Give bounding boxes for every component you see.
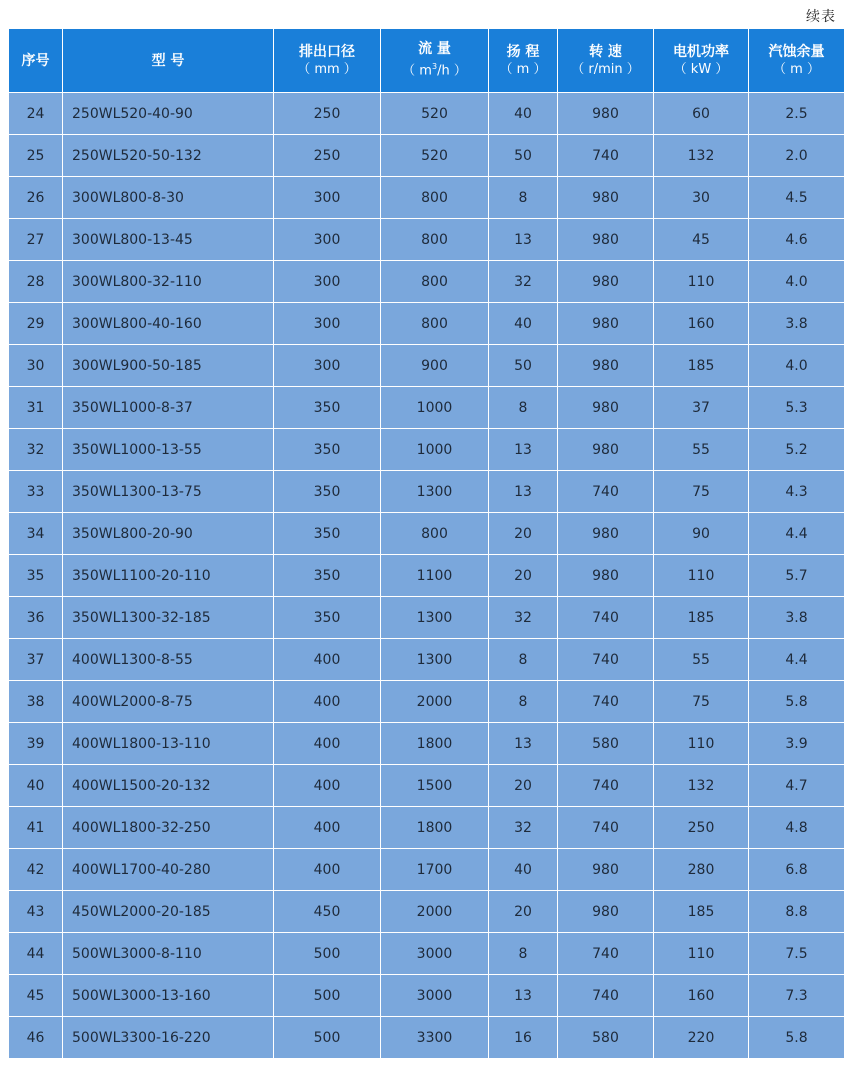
cell-model: 350WL1300-13-75 (63, 471, 274, 513)
cell-flow: 1300 (381, 471, 489, 513)
table-header (9, 29, 845, 93)
cell-npsh: 4.0 (749, 345, 845, 387)
table-row (9, 849, 845, 891)
table-row (9, 261, 845, 303)
table-row (9, 555, 845, 597)
cell-outlet: 300 (274, 219, 381, 261)
cell-outlet: 400 (274, 639, 381, 681)
cell-head: 8 (489, 681, 558, 723)
cell-speed: 740 (558, 975, 654, 1017)
table-row (9, 933, 845, 975)
cell-power: 30 (654, 177, 749, 219)
cell-flow: 3300 (381, 1017, 489, 1059)
cell-flow: 1800 (381, 723, 489, 765)
cell-flow: 520 (381, 135, 489, 177)
table-body (9, 93, 845, 1059)
cell-npsh: 7.5 (749, 933, 845, 975)
table-row (9, 471, 845, 513)
cell-head: 13 (489, 723, 558, 765)
cell-outlet: 300 (274, 177, 381, 219)
cell-speed: 980 (558, 849, 654, 891)
cell-npsh: 4.4 (749, 513, 845, 555)
cell-model: 300WL800-40-160 (63, 303, 274, 345)
cell-outlet: 350 (274, 513, 381, 555)
cell-model: 400WL1500-20-132 (63, 765, 274, 807)
cell-flow: 1800 (381, 807, 489, 849)
cell-head: 40 (489, 93, 558, 135)
cell-head: 8 (489, 387, 558, 429)
cell-no: 29 (9, 303, 63, 345)
header-head: 扬 程 （ m ） (489, 29, 558, 93)
cell-npsh: 2.0 (749, 135, 845, 177)
cell-model: 250WL520-50-132 (63, 135, 274, 177)
cell-flow: 800 (381, 303, 489, 345)
cell-power: 132 (654, 135, 749, 177)
cell-speed: 580 (558, 723, 654, 765)
cell-outlet: 350 (274, 555, 381, 597)
cell-model: 400WL1800-13-110 (63, 723, 274, 765)
cell-speed: 980 (558, 177, 654, 219)
cell-outlet: 350 (274, 597, 381, 639)
cell-npsh: 4.4 (749, 639, 845, 681)
cell-speed: 580 (558, 1017, 654, 1059)
cell-speed: 980 (558, 219, 654, 261)
cell-speed: 980 (558, 387, 654, 429)
cell-power: 45 (654, 219, 749, 261)
cell-no: 35 (9, 555, 63, 597)
cell-power: 75 (654, 681, 749, 723)
pump-spec-table (8, 29, 845, 1059)
cell-power: 132 (654, 765, 749, 807)
cell-speed: 980 (558, 891, 654, 933)
cell-speed: 980 (558, 303, 654, 345)
cell-no: 44 (9, 933, 63, 975)
cell-outlet: 300 (274, 303, 381, 345)
cell-speed: 740 (558, 681, 654, 723)
table-row (9, 177, 845, 219)
cell-npsh: 6.8 (749, 849, 845, 891)
cell-model: 350WL1000-13-55 (63, 429, 274, 471)
cell-model: 500WL3000-13-160 (63, 975, 274, 1017)
cell-model: 350WL1300-32-185 (63, 597, 274, 639)
cell-speed: 740 (558, 597, 654, 639)
cell-outlet: 500 (274, 975, 381, 1017)
cell-outlet: 300 (274, 261, 381, 303)
cell-speed: 740 (558, 765, 654, 807)
cell-speed: 740 (558, 807, 654, 849)
cell-model: 300WL800-8-30 (63, 177, 274, 219)
cell-model: 400WL1700-40-280 (63, 849, 274, 891)
header-flow: 流 量 （ $m^3/h$ ） (381, 29, 489, 93)
cell-npsh: 3.9 (749, 723, 845, 765)
cell-flow: 1000 (381, 387, 489, 429)
cell-head: 32 (489, 261, 558, 303)
table-row (9, 723, 845, 765)
cell-flow: 800 (381, 177, 489, 219)
cell-npsh: 3.8 (749, 597, 845, 639)
cell-flow: 2000 (381, 681, 489, 723)
cell-model: 400WL1800-32-250 (63, 807, 274, 849)
cell-no: 34 (9, 513, 63, 555)
header-npsh: 汽蚀余量 （ m ） (749, 29, 845, 93)
table-row (9, 597, 845, 639)
cell-model: 350WL1000-8-37 (63, 387, 274, 429)
cell-no: 38 (9, 681, 63, 723)
cell-no: 24 (9, 93, 63, 135)
cell-outlet: 250 (274, 93, 381, 135)
cell-power: 185 (654, 597, 749, 639)
cell-outlet: 350 (274, 387, 381, 429)
cell-head: 20 (489, 513, 558, 555)
cell-outlet: 350 (274, 429, 381, 471)
table-row (9, 891, 845, 933)
cell-head: 20 (489, 765, 558, 807)
cell-head: 13 (489, 471, 558, 513)
cell-speed: 980 (558, 261, 654, 303)
cell-power: 220 (654, 1017, 749, 1059)
header-speed: 转 速 （ r/min ） (558, 29, 654, 93)
cell-speed: 980 (558, 555, 654, 597)
header-motor-power: 电机功率 （ kW ） (654, 29, 749, 93)
continued-table-label: 续表 (806, 9, 836, 25)
cell-power: 250 (654, 807, 749, 849)
cell-flow: 3000 (381, 975, 489, 1017)
cell-npsh: 5.8 (749, 681, 845, 723)
cell-power: 55 (654, 429, 749, 471)
cell-no: 37 (9, 639, 63, 681)
cell-outlet: 400 (274, 807, 381, 849)
cell-no: 30 (9, 345, 63, 387)
cell-model: 300WL800-13-45 (63, 219, 274, 261)
cell-speed: 980 (558, 513, 654, 555)
cell-model: 400WL1300-8-55 (63, 639, 274, 681)
cell-npsh: 4.3 (749, 471, 845, 513)
cell-no: 45 (9, 975, 63, 1017)
cell-npsh: 5.2 (749, 429, 845, 471)
cell-npsh: 2.5 (749, 93, 845, 135)
cell-outlet: 400 (274, 723, 381, 765)
cell-flow: 800 (381, 513, 489, 555)
cell-npsh: 5.3 (749, 387, 845, 429)
cell-head: 32 (489, 807, 558, 849)
cell-model: 350WL1100-20-110 (63, 555, 274, 597)
cell-head: 16 (489, 1017, 558, 1059)
cell-no: 26 (9, 177, 63, 219)
cell-head: 8 (489, 177, 558, 219)
table-row (9, 765, 845, 807)
cell-npsh: 5.8 (749, 1017, 845, 1059)
cell-no: 40 (9, 765, 63, 807)
cell-no: 25 (9, 135, 63, 177)
cell-no: 42 (9, 849, 63, 891)
cell-head: 50 (489, 135, 558, 177)
cell-flow: 1500 (381, 765, 489, 807)
cell-no: 43 (9, 891, 63, 933)
cell-flow: 800 (381, 261, 489, 303)
cell-outlet: 400 (274, 849, 381, 891)
cell-flow: 2000 (381, 891, 489, 933)
cell-npsh: 4.0 (749, 261, 845, 303)
cell-head: 32 (489, 597, 558, 639)
table-row (9, 303, 845, 345)
table-row (9, 1017, 845, 1059)
cell-outlet: 350 (274, 471, 381, 513)
cell-flow: 800 (381, 219, 489, 261)
cell-head: 40 (489, 303, 558, 345)
table-row (9, 135, 845, 177)
cell-head: 50 (489, 345, 558, 387)
cell-model: 500WL3000-8-110 (63, 933, 274, 975)
cell-npsh: 4.8 (749, 807, 845, 849)
cell-head: 8 (489, 933, 558, 975)
cell-flow: 3000 (381, 933, 489, 975)
cell-power: 185 (654, 891, 749, 933)
cell-power: 110 (654, 933, 749, 975)
table-row (9, 639, 845, 681)
cell-npsh: 8.8 (749, 891, 845, 933)
cell-power: 280 (654, 849, 749, 891)
cell-power: 110 (654, 555, 749, 597)
cell-no: 39 (9, 723, 63, 765)
cell-model: 350WL800-20-90 (63, 513, 274, 555)
table-row (9, 975, 845, 1017)
cell-npsh: 7.3 (749, 975, 845, 1017)
header-outlet-diameter: 排出口径 （ mm ） (274, 29, 381, 93)
table-row (9, 807, 845, 849)
cell-power: 75 (654, 471, 749, 513)
cell-flow: 520 (381, 93, 489, 135)
cell-npsh: 4.6 (749, 219, 845, 261)
cell-no: 46 (9, 1017, 63, 1059)
cell-power: 185 (654, 345, 749, 387)
cell-npsh: 3.8 (749, 303, 845, 345)
cell-power: 55 (654, 639, 749, 681)
table-row (9, 513, 845, 555)
cell-head: 40 (489, 849, 558, 891)
cell-outlet: 250 (274, 135, 381, 177)
cell-head: 8 (489, 639, 558, 681)
cell-speed: 980 (558, 93, 654, 135)
cell-npsh: 5.7 (749, 555, 845, 597)
cell-flow: 1300 (381, 597, 489, 639)
cell-outlet: 400 (274, 765, 381, 807)
header-model: 型 号 (63, 29, 274, 93)
cell-power: 160 (654, 975, 749, 1017)
cell-no: 41 (9, 807, 63, 849)
cell-head: 13 (489, 429, 558, 471)
cell-outlet: 300 (274, 345, 381, 387)
cell-head: 13 (489, 975, 558, 1017)
cell-model: 300WL900-50-185 (63, 345, 274, 387)
cell-outlet: 500 (274, 1017, 381, 1059)
cell-no: 28 (9, 261, 63, 303)
cell-speed: 740 (558, 639, 654, 681)
cell-speed: 980 (558, 429, 654, 471)
cell-no: 36 (9, 597, 63, 639)
cell-head: 13 (489, 219, 558, 261)
table-row (9, 429, 845, 471)
cell-npsh: 4.5 (749, 177, 845, 219)
cell-power: 90 (654, 513, 749, 555)
cell-flow: 1700 (381, 849, 489, 891)
cell-power: 60 (654, 93, 749, 135)
cell-power: 110 (654, 723, 749, 765)
cell-power: 160 (654, 303, 749, 345)
cell-model: 300WL800-32-110 (63, 261, 274, 303)
cell-outlet: 450 (274, 891, 381, 933)
cell-outlet: 400 (274, 681, 381, 723)
cell-model: 250WL520-40-90 (63, 93, 274, 135)
cell-no: 31 (9, 387, 63, 429)
cell-model: 400WL2000-8-75 (63, 681, 274, 723)
cell-no: 33 (9, 471, 63, 513)
cell-speed: 740 (558, 933, 654, 975)
cell-outlet: 500 (274, 933, 381, 975)
cell-power: 110 (654, 261, 749, 303)
cell-power: 37 (654, 387, 749, 429)
cell-no: 27 (9, 219, 63, 261)
cell-head: 20 (489, 891, 558, 933)
cell-speed: 980 (558, 345, 654, 387)
cell-flow: 1000 (381, 429, 489, 471)
table-row (9, 93, 845, 135)
cell-head: 20 (489, 555, 558, 597)
cell-npsh: 4.7 (749, 765, 845, 807)
table-row (9, 345, 845, 387)
table-row (9, 219, 845, 261)
cell-speed: 740 (558, 135, 654, 177)
cell-model: 450WL2000-20-185 (63, 891, 274, 933)
cell-flow: 1300 (381, 639, 489, 681)
table-row (9, 387, 845, 429)
header-no: 序号 (9, 29, 63, 93)
cell-speed: 740 (558, 471, 654, 513)
cell-flow: 1100 (381, 555, 489, 597)
cell-no: 32 (9, 429, 63, 471)
table-row (9, 681, 845, 723)
cell-model: 500WL3300-16-220 (63, 1017, 274, 1059)
cell-flow: 900 (381, 345, 489, 387)
